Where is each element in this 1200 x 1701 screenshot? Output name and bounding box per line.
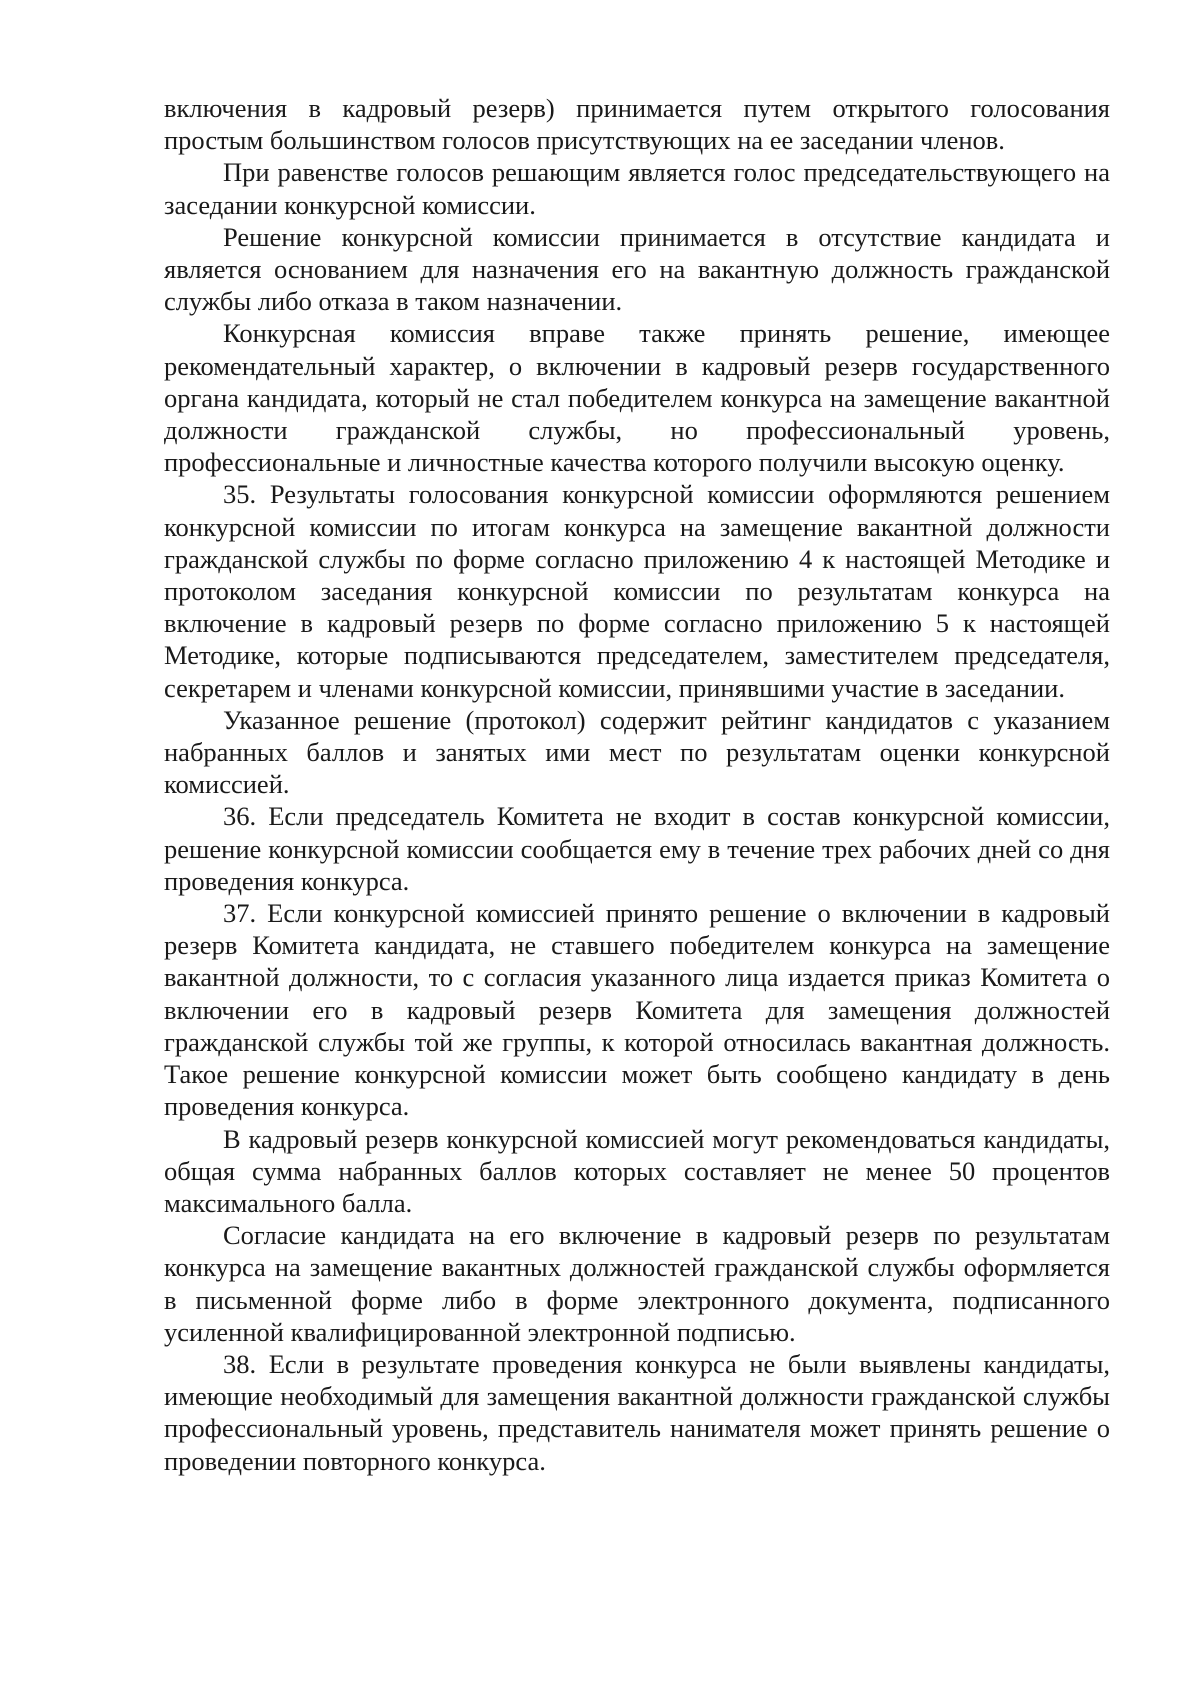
paragraph-continuation: включения в кадровый резерв) принимается путем открытого голосования простым большинством голосов присутствующих на ее заседании членов.: [164, 93, 1110, 156]
paragraph-reserve-threshold: В кадровый резерв конкурсной комиссией могут рекомендоваться кандидаты, общая сумма набранных баллов которых составляет не менее 50 процентов максимального балла.: [164, 1123, 1110, 1218]
paragraph-decision-absence: Решение конкурсной комиссии принимается в отсутствие кандидата и является основанием для назначения его на вакантную должность гражданской службы либо отказа в таком назначении.: [164, 221, 1110, 317]
paragraph-recommendation: Конкурсная комиссия вправе также принять решение, имеющее рекомендательный характер, о включении в кадровый резерв государственного органа кандидата, который не стал победителем конкурса на замещение вакантной должности гражданской службы, но профессиональный уровень, профессиональные и личностные качества которого получили высокую оценку.: [164, 318, 1110, 478]
paragraph-tie-vote: При равенстве голосов решающим является голос председательствующего на заседании конкурсной комиссии.: [164, 157, 1110, 220]
document-page: [164, 92, 1110, 1477]
paragraph-clause-36: 36. Если председатель Комитета не входит в состав конкурсной комиссии, решение конкурсной комиссии сообщается ему в течение трех рабочих дней со дня проведения конкурса.: [164, 801, 1110, 896]
paragraph-clause-35: 35. Результаты голосования конкурсной комиссии оформляются решением конкурсной комиссии по итогам конкурса на замещение вакантной должности гражданской службы по форме согласно приложению 4 к настоящей Методике и протоколом заседания конкурсной комиссии по результатам конкурса на включение в кадровый резерв по форме согласно приложению 5 к настоящей Методике, которые подписываются председателем, заместителем председателя, секретарем и членами конкурсной комиссии, принявшими участие в заседании.: [164, 479, 1110, 703]
paragraph-rating: Указанное решение (протокол) содержит рейтинг кандидатов с указанием набранных баллов и занятых ими мест по результатам оценки конкурсной комиссией.: [164, 704, 1110, 800]
paragraph-clause-37: 37. Если конкурсной комиссией принято решение о включении в кадровый резерв Комитета кандидата, не ставшего победителем конкурса на замещение вакантной должности, то с согласия указанного лица издается приказ Комитета о включении его в кадровый резерв Комитета для замещения должностей гражданской службы той же группы, к которой относилась вакантная должность. Такое решение конкурсной комиссии может быть сообщено кандидату в день проведения конкурса.: [164, 898, 1110, 1122]
paragraph-consent: Согласие кандидата на его включение в кадровый резерв по результатам конкурса на замещение вакантных должностей гражданской службы оформляется в письменной форме либо в форме электронного документа, подписанного усиленной квалифицированной электронной подписью.: [164, 1220, 1110, 1347]
paragraph-clause-38: 38. Если в результате проведения конкурса не были выявлены кандидаты, имеющие необходимый для замещения вакантной должности гражданской службы профессиональный уровень, представитель нанимателя может принять решение о проведении повторного конкурса.: [164, 1348, 1110, 1476]
